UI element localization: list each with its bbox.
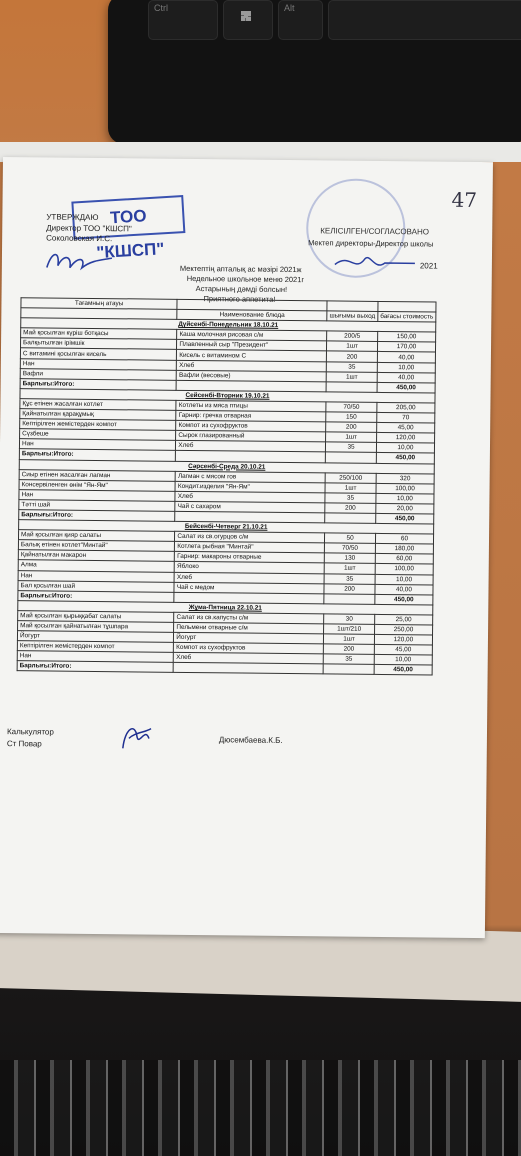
- school-director-title: Мектеп директоры-Директор школы: [308, 238, 434, 249]
- table-cell: Котлета рыбная "Минтай": [175, 542, 325, 554]
- table-cell: 450,00: [376, 513, 434, 524]
- school-signature: [330, 248, 420, 275]
- table-cell: 40,00: [377, 372, 435, 383]
- table-cell: 250,00: [374, 624, 432, 635]
- table-cell: Барлығы:Итого:: [19, 510, 175, 522]
- ctrl-key: Ctrl: [148, 0, 218, 40]
- table-cell: Алма: [18, 560, 174, 572]
- table-cell: 1шт: [324, 563, 375, 574]
- table-cell: 40,00: [375, 584, 433, 595]
- table-cell: Чай с сахаром: [175, 501, 325, 513]
- table-cell: Құс етінен жасалған котлет: [20, 399, 176, 411]
- menu-title-kz: Мектептің апталық ас мәзірі 2021ж: [179, 263, 302, 275]
- table-cell: 130: [324, 553, 375, 564]
- director-title: Директор ТОО "КШСП": [46, 223, 132, 234]
- table-cell: 60,00: [375, 554, 433, 565]
- table-cell: 1шт: [326, 432, 377, 443]
- table-cell: Сиыр етінен жасалған лагман: [19, 469, 175, 481]
- menu-table: [17, 297, 437, 676]
- table-cell: Консервіленген өнім "Ян-Ям": [19, 479, 175, 491]
- table-cell: Хлеб: [174, 572, 324, 584]
- table-cell: Компот из сухофруктов: [176, 420, 326, 432]
- table-cell: Хлеб: [177, 360, 327, 372]
- director-signature: [42, 245, 122, 276]
- table-cell: 1шт/210: [324, 624, 375, 635]
- table-cell: 45,00: [374, 645, 432, 656]
- agreed-label: КЕЛІСІЛГЕН/СОГЛАСОВАНО: [320, 226, 430, 237]
- table-cell: Нан: [18, 570, 174, 582]
- table-cell: 10,00: [374, 655, 432, 666]
- table-cell: Гарнир: макароны отварные: [175, 552, 325, 564]
- table-cell: Барлығы:Итого:: [20, 378, 176, 390]
- table-cell: Вафли: [20, 368, 176, 380]
- cables: [0, 1060, 521, 1156]
- table-cell: 70/50: [325, 543, 376, 554]
- table-cell: [173, 663, 323, 675]
- table-cell: 35: [323, 654, 374, 665]
- calculator-signature: [115, 718, 155, 754]
- table-cell: Кондит.изделия "Ян-Ям": [175, 481, 325, 493]
- table-cell: 1шт: [326, 372, 377, 383]
- table-cell: Йогурт: [17, 631, 173, 643]
- table-cell: 1шт: [324, 634, 375, 645]
- table-cell: С витамині қосылған кисель: [20, 348, 176, 360]
- table-cell: Кисель с витамином С: [177, 350, 327, 362]
- table-cell: [378, 301, 436, 312]
- table-cell: Қайнатылған қарақұмық: [20, 409, 176, 421]
- menu-document: [0, 157, 493, 938]
- table-cell: 35: [326, 361, 377, 372]
- table-cell: Барлығы:Итого:: [18, 590, 174, 602]
- table-cell: Компот из сухофруктов: [174, 643, 324, 655]
- table-cell: Наименование блюда: [177, 309, 327, 321]
- table-cell: 100,00: [376, 483, 434, 494]
- calculator-label: Калькулятор: [6, 727, 54, 737]
- windows-key: [223, 0, 273, 40]
- table-cell: 10,00: [376, 493, 434, 504]
- table-cell: 200: [326, 422, 377, 433]
- table-cell: 200: [324, 584, 375, 595]
- table-cell: Балық етінен котлет"Минтай": [18, 540, 174, 552]
- table-cell: 35: [324, 573, 375, 584]
- table-cell: 35: [326, 442, 377, 453]
- table-cell: Котлеты из мяса птицы: [176, 400, 326, 412]
- agreed-year: 2021: [419, 261, 438, 271]
- menu-title-ru: Недельное школьное меню 2021г: [186, 273, 305, 285]
- approve-label: УТВЕРЖДАЮ: [46, 212, 99, 223]
- table-cell: Бал қосылған шай: [18, 580, 174, 592]
- table-cell: Хлеб: [176, 441, 326, 453]
- table-cell: Май қосылған қырыққабат салаты: [18, 611, 174, 623]
- table-cell: Май қосылған қайнатылған тұшпара: [18, 621, 174, 633]
- table-cell: 100,00: [375, 564, 433, 575]
- table-cell: Барлығы:Итого:: [17, 661, 173, 673]
- table-cell: 450,00: [374, 665, 432, 676]
- table-cell: [326, 452, 377, 463]
- wish-ru: Приятного аппетита!: [203, 294, 276, 304]
- table-cell: Нан: [17, 651, 173, 663]
- director-name: Соколовская И.С.: [46, 233, 113, 244]
- table-cell: 120,00: [376, 433, 434, 444]
- table-cell: 200/5: [327, 331, 378, 342]
- table-cell: 200: [327, 351, 378, 362]
- table-cell: 120,00: [374, 635, 432, 646]
- table-cell: 10,00: [375, 574, 433, 585]
- table-cell: 1шт: [327, 341, 378, 352]
- table-cell: 10,00: [376, 443, 434, 454]
- table-cell: 205,00: [377, 402, 435, 413]
- table-cell: 150: [326, 412, 377, 423]
- table-cell: 30: [324, 614, 375, 625]
- page-number: 47: [451, 187, 478, 212]
- table-cell: бағасы стоимость: [378, 312, 436, 323]
- table-cell: Салат из св.капусты с/м: [174, 612, 324, 624]
- table-cell: [324, 594, 375, 605]
- table-cell: 150,00: [377, 332, 435, 343]
- table-cell: 450,00: [375, 594, 433, 605]
- table-cell: 60: [375, 534, 433, 545]
- table-cell: Вафли (весовые): [177, 370, 327, 382]
- table-cell: Плавленный сыр "Президент": [177, 340, 327, 352]
- table-cell: 180,00: [375, 544, 433, 555]
- table-cell: Хлеб: [175, 491, 325, 503]
- table-cell: Пельмени отварные с/м: [174, 622, 324, 634]
- day-heading: Сәрсенбі-Среда 20.10.21: [19, 459, 434, 473]
- table-cell: Сүзбеше: [20, 429, 176, 441]
- table-cell: Тәтті шай: [19, 500, 175, 512]
- table-cell: Тағамның атауы: [21, 298, 177, 310]
- table-cell: [326, 382, 377, 393]
- wish-kz: Астарының дәмді болсын!: [195, 284, 288, 294]
- table-cell: 450,00: [377, 382, 435, 393]
- table-cell: 25,00: [375, 614, 433, 625]
- calculator-name: Дюсембаева.К.Б.: [218, 735, 283, 745]
- table-cell: Каша молочная рисовая с/м: [177, 330, 327, 342]
- windows-icon: [241, 11, 251, 21]
- table-cell: Май қосылған күріш ботқасы: [21, 328, 177, 340]
- day-heading: Жұма-Пятница 22.10.21: [18, 600, 433, 614]
- table-cell: 170,00: [377, 342, 435, 353]
- table-cell: Салат из св.огурцов с/м: [175, 531, 325, 543]
- table-cell: Нан: [19, 489, 175, 501]
- table-cell: 50: [325, 533, 376, 544]
- company-stamp: ТОО "КШСП": [71, 195, 185, 240]
- table-cell: Гарнир: гречка отварная: [176, 410, 326, 422]
- table-cell: Нан: [20, 358, 176, 370]
- table-cell: Хлеб: [174, 653, 324, 665]
- table-cell: Яблоко: [174, 562, 324, 574]
- chef-label: Ст Повар: [6, 739, 42, 749]
- table-cell: [323, 664, 374, 675]
- table-cell: Кептірілген жемістерден компот: [20, 419, 176, 431]
- day-heading: Бейсенбі-Четверг 21.10.21: [19, 520, 434, 534]
- alt-key: Alt: [278, 0, 323, 40]
- table-cell: 320: [376, 473, 434, 484]
- table-cell: Барлығы:Итого:: [19, 449, 175, 461]
- table-cell: Балқытылған ірімшік: [20, 338, 176, 350]
- table-cell: 35: [325, 493, 376, 504]
- table-cell: 45,00: [377, 423, 435, 434]
- table-cell: 70: [377, 412, 435, 423]
- table-cell: 250/100: [325, 472, 376, 483]
- table-cell: Сырок глазированный: [176, 431, 326, 443]
- day-heading: Дүйсенбі-Понедельник 18.10.21: [21, 318, 436, 332]
- table-cell: 20,00: [376, 503, 434, 514]
- table-cell: Кептірілген жемістерден компот: [17, 641, 173, 653]
- table-cell: Лагман с мясом гов: [175, 471, 325, 483]
- table-cell: 200: [325, 503, 376, 514]
- table-cell: 10,00: [377, 362, 435, 373]
- table-cell: 40,00: [377, 352, 435, 363]
- keyboard: [108, 0, 521, 144]
- day-heading: Сейсенбі-Вторник 19.10.21: [20, 389, 435, 403]
- table-cell: [325, 513, 376, 524]
- spacebar-key: [328, 0, 521, 40]
- table-cell: 1шт: [325, 483, 376, 494]
- table-cell: [327, 301, 378, 312]
- table-cell: Чай с медом: [174, 582, 324, 594]
- table-cell: 70/50: [326, 402, 377, 413]
- table-cell: Қайнатылған макарон: [18, 550, 174, 562]
- table-cell: Йогурт: [174, 632, 324, 644]
- table-cell: Май қосылған қияр салаты: [18, 530, 174, 542]
- table-cell: 200: [324, 644, 375, 655]
- table-cell: 450,00: [376, 453, 434, 464]
- table-cell: Нан: [19, 439, 175, 451]
- table-cell: шығымы выход: [327, 311, 378, 322]
